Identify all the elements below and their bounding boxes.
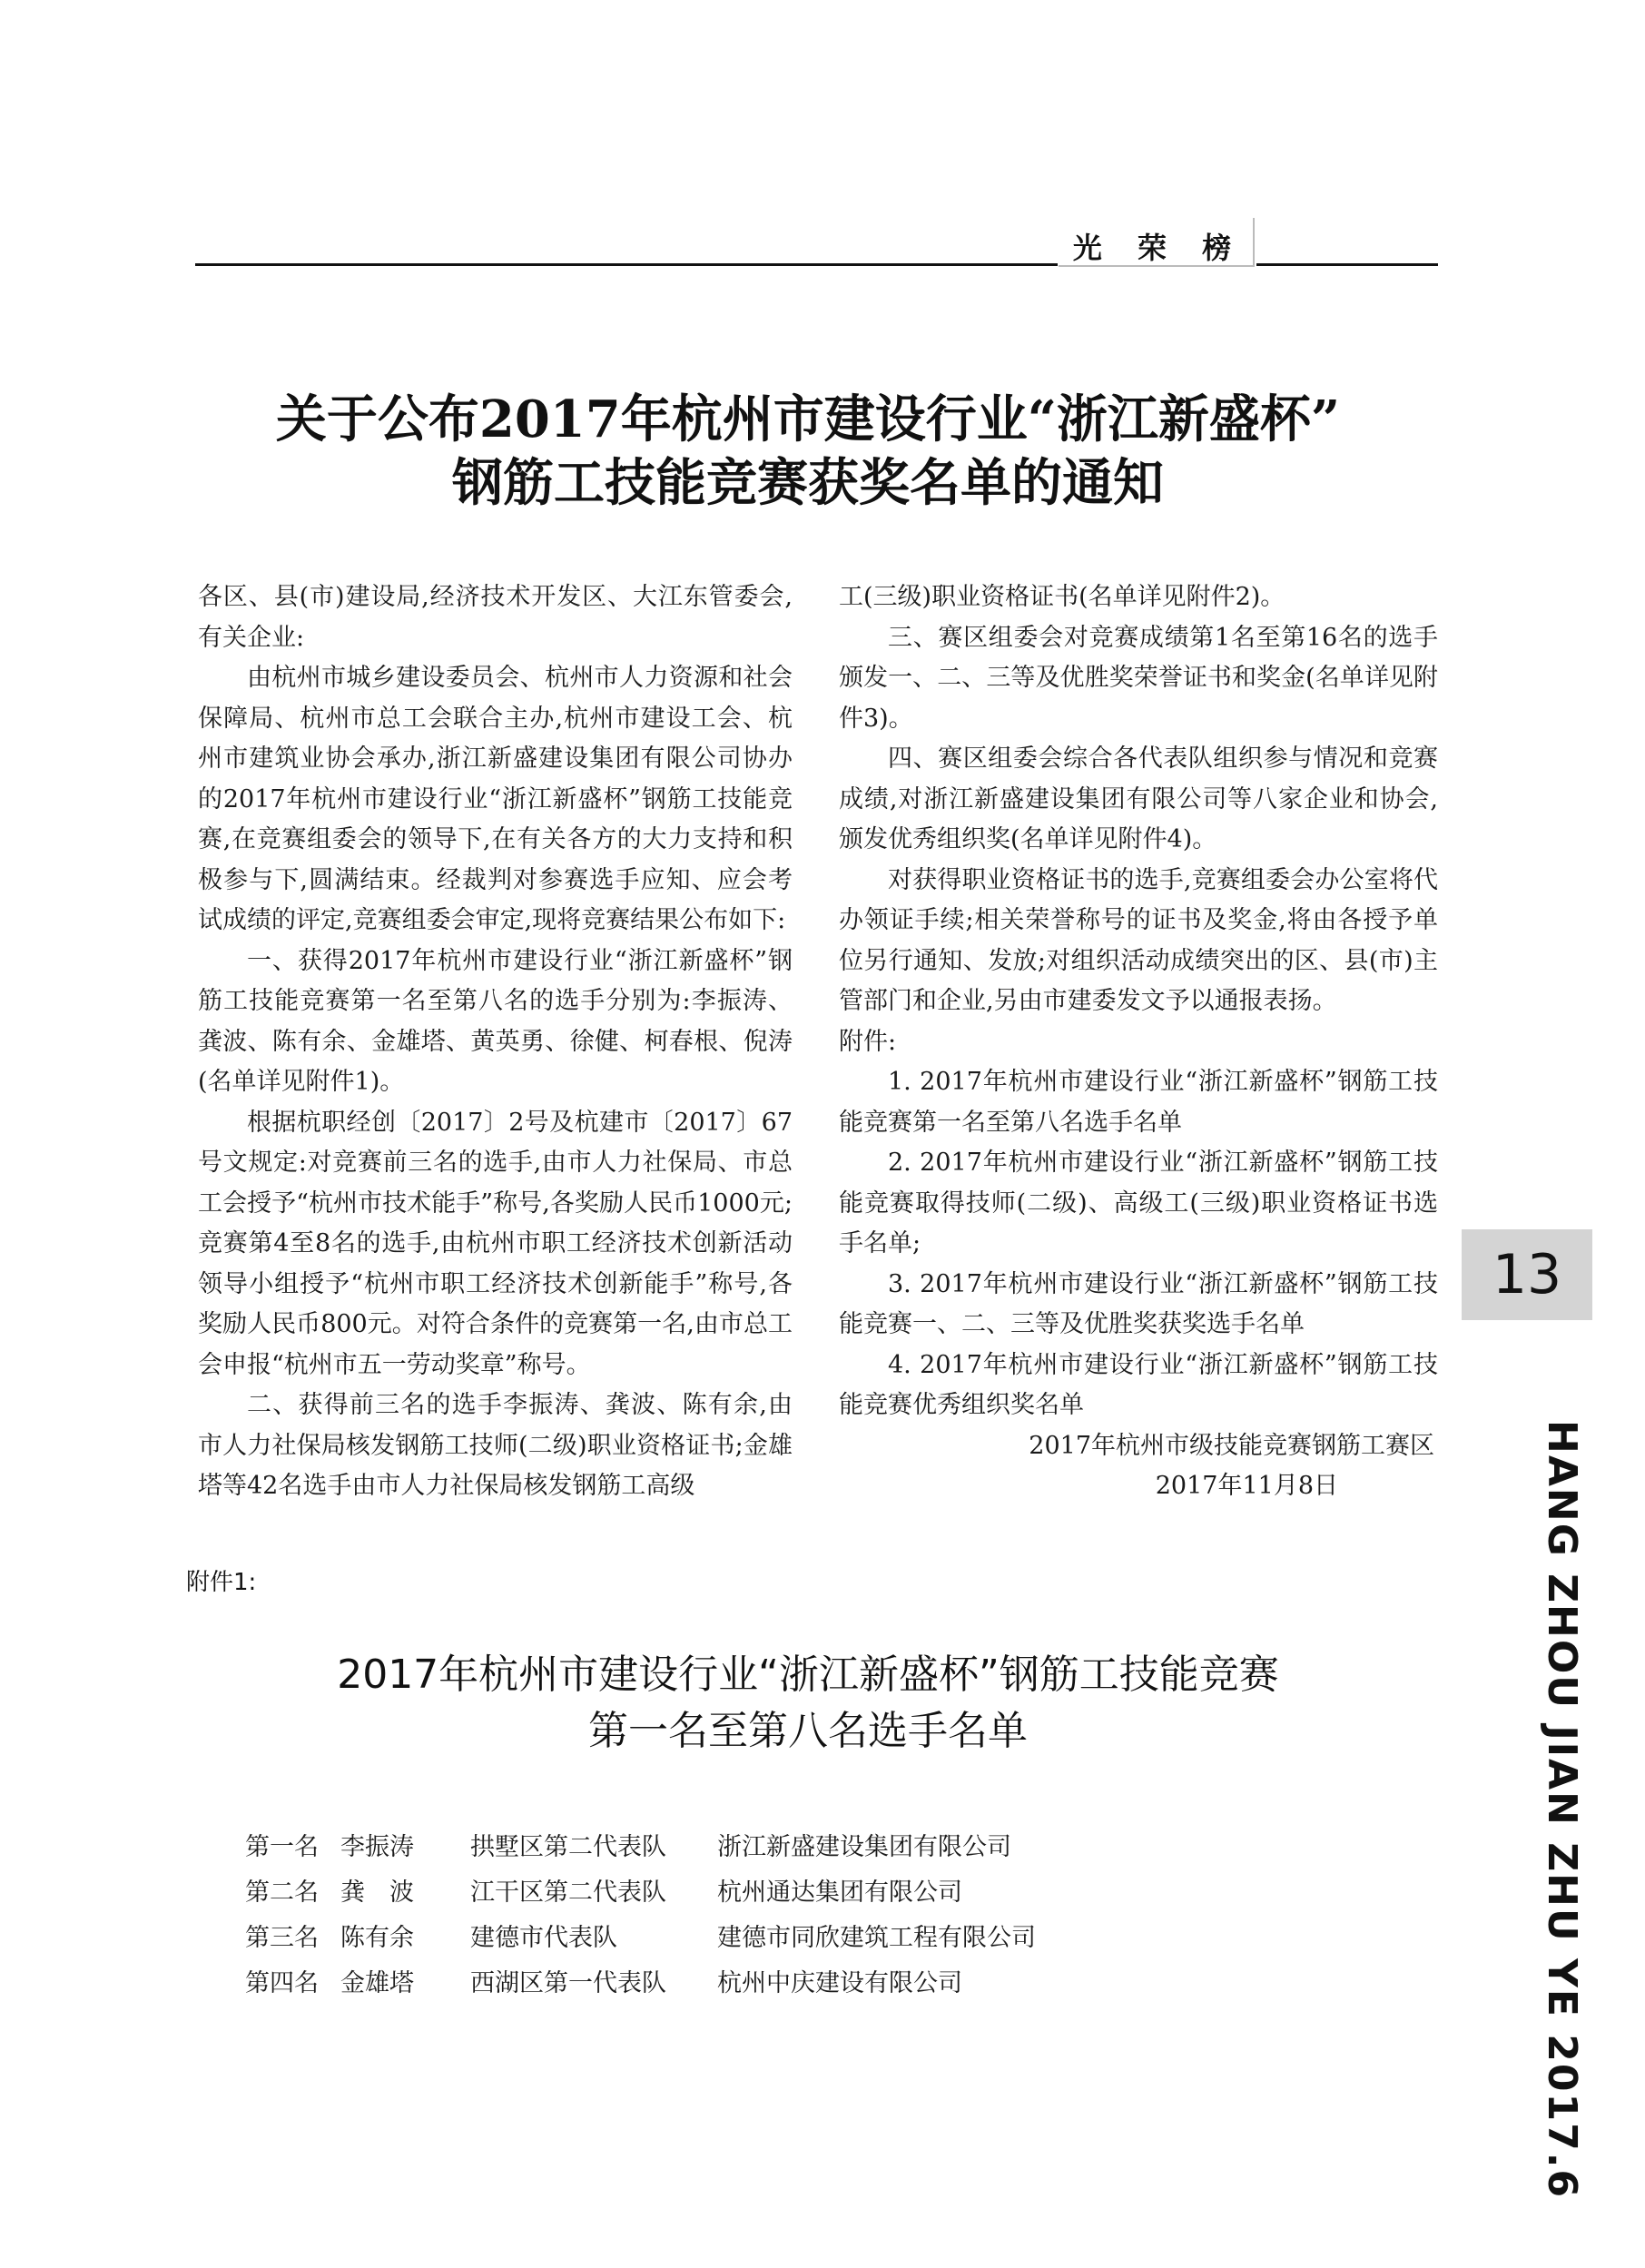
paragraph: 二、获得前三名的选手李振涛、龚波、陈有余,由市人力社保局核发钢筋工技师(二级)职业资格证书;金雄塔等42名选手由市人力社保局核发钢筋工高级 — [198, 1391, 793, 1500]
page-title-line-2: 钢筋工技能竞赛获奖名单的通知 — [452, 453, 1164, 513]
notice-body-right — [839, 577, 1438, 1507]
winner-company: 建德市同欣建筑工程有限公司 — [717, 1924, 1036, 1952]
paragraph: 由杭州市城乡建设委员会、杭州市人力资源和社会保障局、杭州市总工会联合主办,杭州市建设工会、杭州市建筑业协会承办,浙江新盛建设集团有限公司协办的2017年杭州市建设行业“浙江新盛杯”钢筋工技能竞赛,在竞赛组委会的领导下,在有关各方的大力支持和积极参与下,圆满结束。经裁判对参赛选手应知、应会考试成绩的评定,竞赛组委会审定,现将竞赛结果公布如下: — [198, 664, 793, 934]
winner-company: 杭州通达集团有限公司 — [717, 1878, 962, 1907]
winner-name: 陈有余 — [340, 1924, 414, 1952]
winner-company: 杭州中庆建设有限公司 — [717, 1969, 962, 1997]
winner-rank: 第一名 — [245, 1833, 319, 1861]
signature-date: 2017年11月8日 — [1155, 1472, 1338, 1500]
header-rule-left — [195, 263, 1058, 266]
attachment-item: 3. 2017年杭州市建设行业“浙江新盛杯”钢筋工技能竞赛一、二、三等及优胜奖获奖选手名单 — [839, 1269, 1438, 1338]
paragraph: 三、赛区组委会对竞赛成绩第1名至第16名的选手颁发一、二、三等及优胜奖荣誉证书和奖金(名单详见附件3)。 — [839, 623, 1438, 733]
attachment-item: 1. 2017年杭州市建设行业“浙江新盛杯”钢筋工技能竞赛第一名至第八名选手名单 — [839, 1068, 1438, 1137]
winner-rank: 第二名 — [245, 1878, 319, 1907]
page-number: 13 — [1462, 1229, 1592, 1320]
winner-name: 龚 波 — [340, 1878, 414, 1907]
paragraph: 四、赛区组委会综合各代表队组织参与情况和竞赛成绩,对浙江新盛建设集团有限公司等八家企业和协会,颁发优秀组织奖(名单详见附件4)。 — [839, 744, 1438, 853]
attachment-title-line-1: 2017年杭州市建设行业“浙江新盛杯”钢筋工技能竞赛 — [337, 1652, 1279, 1698]
paragraph: 一、获得2017年杭州市建设行业“浙江新盛杯”钢筋工技能竞赛第一名至第八名的选手分别为:李振涛、龚波、陈有余、金雄塔、黄英勇、徐健、柯春根、倪涛(名单详见附件1)。 — [198, 946, 793, 1096]
winner-team: 江干区第二代表队 — [470, 1878, 666, 1907]
attachment-item: 2. 2017年杭州市建设行业“浙江新盛杯”钢筋工技能竞赛取得技师(二级)、高级工(三级)职业资格证书选手名单; — [839, 1149, 1438, 1257]
winner-name: 金雄塔 — [340, 1969, 414, 1997]
paragraph: 对获得职业资格证书的选手,竞赛组委会办公室将代办领证手续;相关荣誉称号的证书及奖金,将由各授予单位另行通知、发放;对组织活动成绩突出的区、县(市)主管部门和企业,另由市建委发文予以通报表扬。 — [839, 865, 1438, 1015]
attachment-label: 附件1: — [186, 1569, 257, 1596]
attachments-heading: 附件: — [839, 1027, 897, 1056]
section-label: 光 荣 榜 — [1072, 231, 1245, 265]
winner-team: 西湖区第一代表队 — [470, 1969, 666, 1997]
winner-team: 拱墅区第二代表队 — [470, 1833, 666, 1861]
paragraph: 工(三级)职业资格证书(名单详见附件2)。 — [839, 583, 1285, 611]
page-title-line-1: 关于公布2017年杭州市建设行业“浙江新盛杯” — [275, 390, 1341, 449]
signature-org: 2017年杭州市级技能竞赛钢筋工赛区 — [1029, 1431, 1434, 1460]
winner-rank: 第三名 — [245, 1924, 319, 1952]
paragraph: 根据杭职经创〔2017〕2号及杭建市〔2017〕67号文规定:对竞赛前三名的选手,由市人力社保局、市总工会授予“杭州市技术能手”称号,各奖励人民币1000元;竞赛第4至8名的选手,由杭州市职工经济技术创新活动领导小组授予“杭州市职工经济技术创新能手”称号,各奖励人民币800元。对符合条件的竞赛第一名,由市总工会申报“杭州市五一劳动奖章”称号。 — [198, 1108, 793, 1379]
winner-rank: 第四名 — [245, 1969, 319, 1997]
attachment-title-line-2: 第一名至第八名选手名单 — [588, 1708, 1028, 1754]
winner-company: 浙江新盛建设集团有限公司 — [717, 1833, 1011, 1861]
winner-name: 李振涛 — [340, 1833, 414, 1861]
winner-team: 建德市代表队 — [470, 1924, 617, 1952]
header-rule-right — [1256, 263, 1438, 266]
journal-name: HANG ZHOU JIAN ZHU YE 2017.6 — [1539, 1419, 1585, 2200]
salutation: 各区、县(市)建设局,经济技术开发区、大江东管委会,有关企业: — [198, 583, 793, 652]
attachment-item: 4. 2017年杭州市建设行业“浙江新盛杯”钢筋工技能竞赛优秀组织奖名单 — [839, 1350, 1438, 1419]
notice-body-left — [198, 577, 793, 1507]
